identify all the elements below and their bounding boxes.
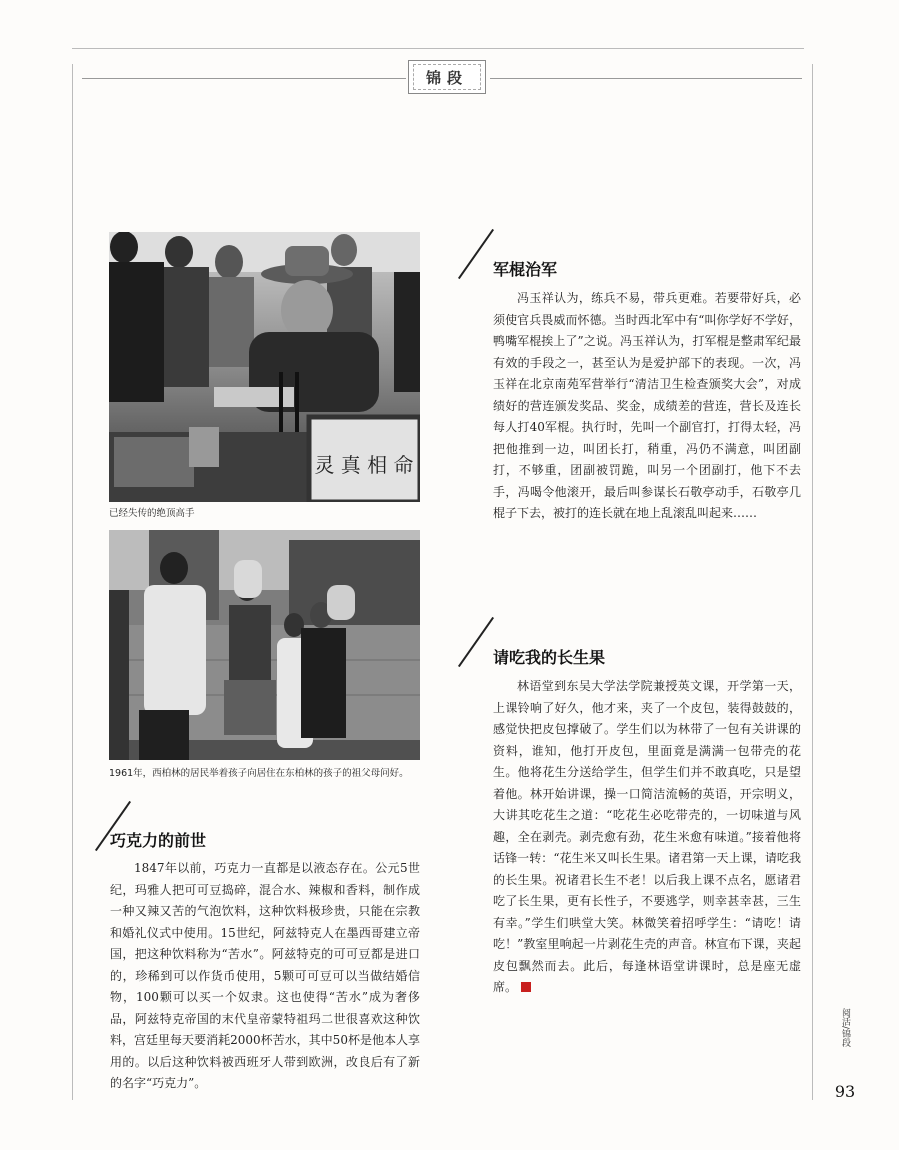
- header-rule-left: [82, 78, 406, 79]
- header-rule-right: [490, 78, 802, 79]
- fortune-teller-photo: [109, 232, 420, 502]
- article-body-text: 林语堂到东吴大学法学院兼授英文课，开学第一天，上课铃响了好久，他才来，夹了一个皮包，装得鼓鼓的，感觉快把皮包撑破了。学生们以为林带了一包有关讲课的资料，谁知，他打开皮包，里面竟是满满一包带壳的花生。他将花生分送给学生，但学生们并不敢真吃，只是望着他。林开始讲课，操一口简洁流畅的英语，开宗明义，大讲其吃花生之道：“吃花生必吃带壳的，一切味道与风趣，全在剥壳。剥壳愈有劲，花生米愈有味道。”接着他将话锋一转：“花生米又叫长生果。诸君第一天上课，请吃我的长生果。祝诸君长生不老！以后我上课不点名，愿诸君吃了长生果，更有长性子，不要逃学，则幸甚幸甚，三生有幸。”学生们哄堂大笑。林微笑着招呼学生：“请吃！请吃！”教室里响起一片剥花生壳的声音。林宣布下课，夹起皮包飘然而去。此后，每逢林语堂讲课时，总是座无虚席。: [493, 679, 801, 994]
- section-title: 巧克力的前世: [110, 831, 207, 850]
- section-title: 军棍治军: [493, 260, 558, 279]
- section-label: 锦段: [413, 64, 481, 90]
- section-badge: [408, 60, 486, 94]
- article-body: 冯玉祥认为，练兵不易，带兵更难。若要带好兵，必须使官兵畏威而怀德。当时西北军中有“叫你学好不学好，鸭嘴军棍挨上了”之说。冯玉祥认为，打军棍是整肃军纪最有效的手段之一，甚至认为是爱护部下的表现。一次，冯玉祥在北京南苑军营举行“清洁卫生检查颁奖大会”，对成绩好的营连颁发奖品、奖金，成绩差的营连，营长及连长每人打40军棍。执行时，先叫一个副官打，打得太轻，冯把他推到一边，叫团长打，稍重，冯仍不满意，叫团副打，不够重，团副被罚跪，叫另一个团副打，他下不去手，冯喝令他滚开，最后叫参谋长石敬亭动手，石敬亭几棍子下去，被打的连长就在地上乱滚乱叫起来……: [493, 291, 801, 520]
- article-body: 1847年以前，巧克力一直都是以液态存在。公元5世纪，玛雅人把可可豆捣碎，混合水、辣椒和香料，制作成一种又辣又苦的气泡饮料，这种饮料极珍贵，只能在宗教和婚礼仪式中使用。15世纪，阿兹特克人在墨西哥建立帝国，把这种饮料称为“苦水”。阿兹特克的可可豆都是进口的，珍稀到可以作货币使用，5颗可可豆可以当做结婚信物，100颗可以买一个奴隶。这也使得“苦水”成为奢侈品，阿兹特克帝国的末代皇帝蒙特祖玛二世很喜欢这种饮料，宫廷里每天要消耗2000杯苦水，其中50杯是他本人享用的。以后这种饮料被西班牙人带到欧洲，改良后有了新的名字“巧克力”。: [110, 861, 420, 1090]
- section-slash-mark: [458, 229, 494, 279]
- section-slash-mark: [458, 617, 494, 667]
- right-frame-rule: [812, 64, 813, 1100]
- photo-caption: 已经失传的绝顶高手: [109, 508, 195, 519]
- section-title: 请吃我的长生果: [493, 648, 606, 667]
- berlin-photo: [109, 530, 420, 760]
- article-body: [493, 676, 801, 1036]
- top-rule: [72, 48, 804, 49]
- page-number: 93: [834, 1082, 856, 1101]
- section-tab: 阅活/锦段: [840, 1008, 850, 1048]
- fortune-sign-text: 灵 真 相 命: [314, 453, 414, 477]
- photo-caption: 1961年，西柏林的居民举着孩子向居住在东柏林的孩子的祖父母问好。: [109, 768, 409, 779]
- left-frame-rule: [72, 64, 73, 1100]
- end-mark-icon: [521, 982, 531, 992]
